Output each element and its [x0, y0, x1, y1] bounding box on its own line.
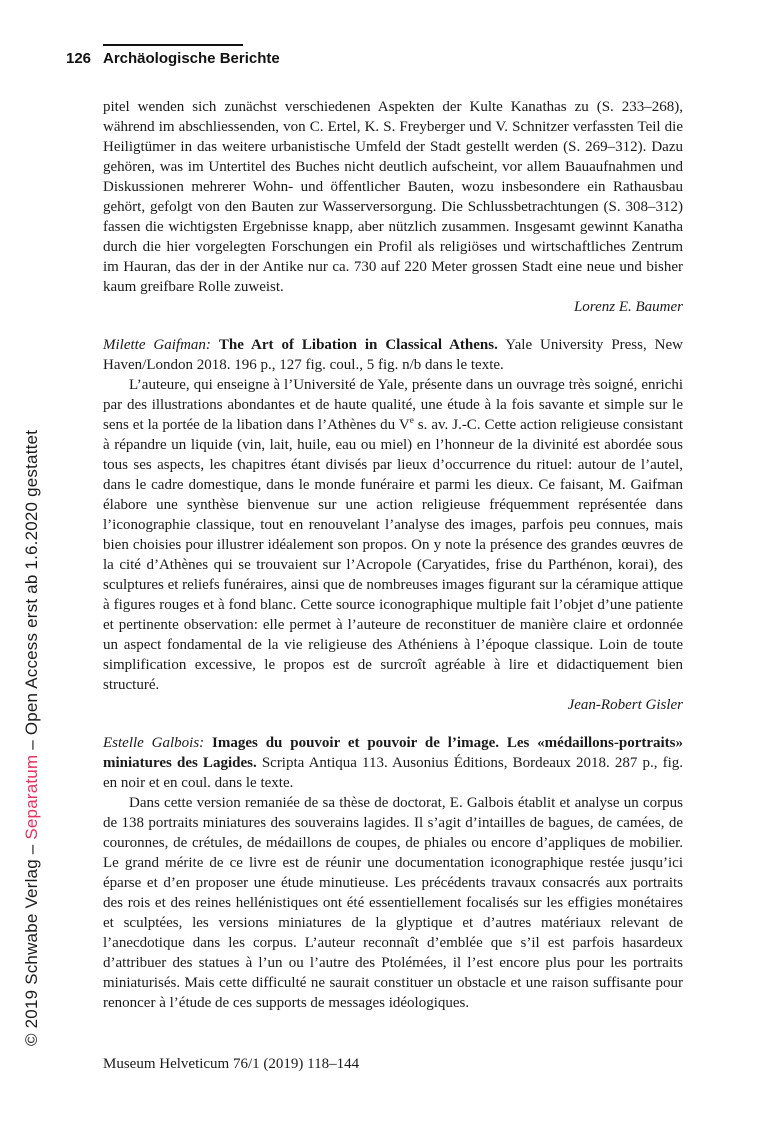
review-3-publication: Scripta Antiqua 113. Ausonius Éditions, Bordeaux 2018. 287 p., fig. en noir et en coul. dans le texte. — [103, 755, 683, 791]
imprint-openaccess-text: – Open Access erst ab 1.6.2020 gestattet — [22, 429, 41, 755]
review-2-author: Milette Gaifman: — [103, 337, 211, 353]
review-3-title: Images du pouvoir et pouvoir de l’image. Les «médaillons-portraits» miniatures des Lagides. — [103, 735, 684, 771]
sidebar-imprint-text — [22, 430, 41, 1046]
review-1-continuation-text: pitel wenden sich zunächst verschiedenen Aspekten der Kulte Kanathas zu (S. 233–268), während im abschliessenden, von C. Ertel, K. S. Freyberger und V. Schnitzer verfassten Teil die Heiligtümer in das weitere urbanistische Umfeld der Stadt gestellt werden (S. 269–312). Dazu gehören, was im Untertitel des Buches nicht deutlich aufscheint, vor allem Bauaufnahmen und Diskussionen mehrerer Wohn- und öffentlicher Bauten, wozu insbesondere ein Rathausbau gehört, gefolgt von den Bauten zur Wasserversorgung. Die Schlussbetrachtungen (S. 308–312) fassen die wichtigsten Ergebnisse knapp, aber nützlich zusammen. Insgesamt gewinnt Kanatha durch die hier vorgelegten Forschungen ein Profil als religiöses und wirtschaftliches Zentrum im Hauran, das der in der Antike nur ca. 730 auf 220 Meter grossen Stadt eine neue und bisher kaum greifbare Rolle zuweist. — [103, 99, 683, 295]
review-1-signature: Lorenz E. Baumer — [573, 299, 683, 315]
review-2-publication: Yale University Press, New Haven/London 2018. 196 p., 127 fig. coul., 5 fig. n/b dans le texte. — [103, 337, 684, 373]
header-rule — [103, 44, 243, 46]
reviews-column — [103, 97, 683, 1013]
review-2-signature: Jean-Robert Gisler — [567, 697, 683, 713]
review-2-body-pre: L’auteure, qui enseigne à l’Université de Yale, présente dans un ouvrage très soigné, enrichi par des illustrations abondantes et de haute qualité, une étude à la fois savante et simple sur le sens et la portée de la libation dans l’Athènes du V — [103, 377, 683, 433]
review-3-heading — [103, 733, 683, 793]
imprint-separatum-text: Separatum — [22, 754, 41, 840]
review-2-heading — [103, 335, 683, 375]
section-title: Archäologische Berichte — [103, 50, 280, 67]
page-number: 126 — [66, 50, 92, 67]
imprint-copyright-text: © 2019 Schwabe Verlag – — [22, 839, 41, 1046]
review-2-body-post: s. av. J.-C. Cette action religieuse consistant à répandre un liquide (vin, lait, huile, eau ou miel) en l’honneur de la divinité est abordée sous tous ses aspects, les chapitres étant divisés par lieux d’occurrence du rituel: autour de l’autel, dans le cadre domestique, dans le monde funéraire et parmi les dieux. Ce faisant, M. Gaifman élabore une synthèse bienvenue sur une action religieuse fréquemment représentée dans l’iconographie classique, tout en renouvelant l’analyse des images, parfois peu connues, mais bien choisies pour illustrer idéalement son propos. On y note la présence des grandes œuvres de la cité d’Athènes qui se trouvaient sur l’Acropole (Caryatides, frise du Parthénon, korai), des sculptures et reliefs funéraires, ainsi que de nombreuses images figurant sur la céramique attique à figures rouges et à fond blanc. Cette source iconographique multiple fait l’objet d’une patiente et pertinente observation: elle permet à l’auteure de reconstituer de manière claire et ordonnée un aspect fondamental de la vie religieuse des Athéniens à l’époque classique. Loin de toute simplification excessive, le propos est de surcroît agréable à lire et didactiquement bien structuré. — [103, 417, 683, 693]
review-2-superscript: e — [409, 416, 414, 426]
review-2-title: The Art of Libation in Classical Athens. — [218, 337, 498, 353]
footer-journal-line: Museum Helveticum 76/1 (2019) 118–144 — [103, 1056, 360, 1072]
review-3-author: Estelle Galbois: — [103, 735, 205, 751]
review-2-body — [103, 375, 683, 695]
review-3-body: Dans cette version remaniée de sa thèse de doctorat, E. Galbois établit et analyse un corpus de 138 portraits miniatures des souverains lagides. Il s’agit d’intailles de bagues, de camées, de couronnes, de crétules, de médaillons de coupes, de phiales ou encore d’appliques de mobilier. Le grand mérite de ce livre est de réunir une documentation iconographique restée jusqu’ici éparse et d’en proposer une étude minutieuse. Les précédents travaux consacrés aux portraits des rois et des reines hellénistiques ont été essentiellement focalisés sur les effigies monétaires et sculptées, les versions miniatures de la glyptique et d’autres matériaux relevant de l’anecdotique dans les corpus. L’auteur reconnaît d’emblée que s’il est parfois hasardeux d’attribuer des statues à l’un ou l’autre des Ptolémées, il l’est encore plus pour les portraits miniaturisés. Mais cette difficulté ne saurait constituer un obstacle et une raison suffisante pour renoncer à l’étude de ces supports de messages idéologiques. — [103, 795, 683, 1011]
